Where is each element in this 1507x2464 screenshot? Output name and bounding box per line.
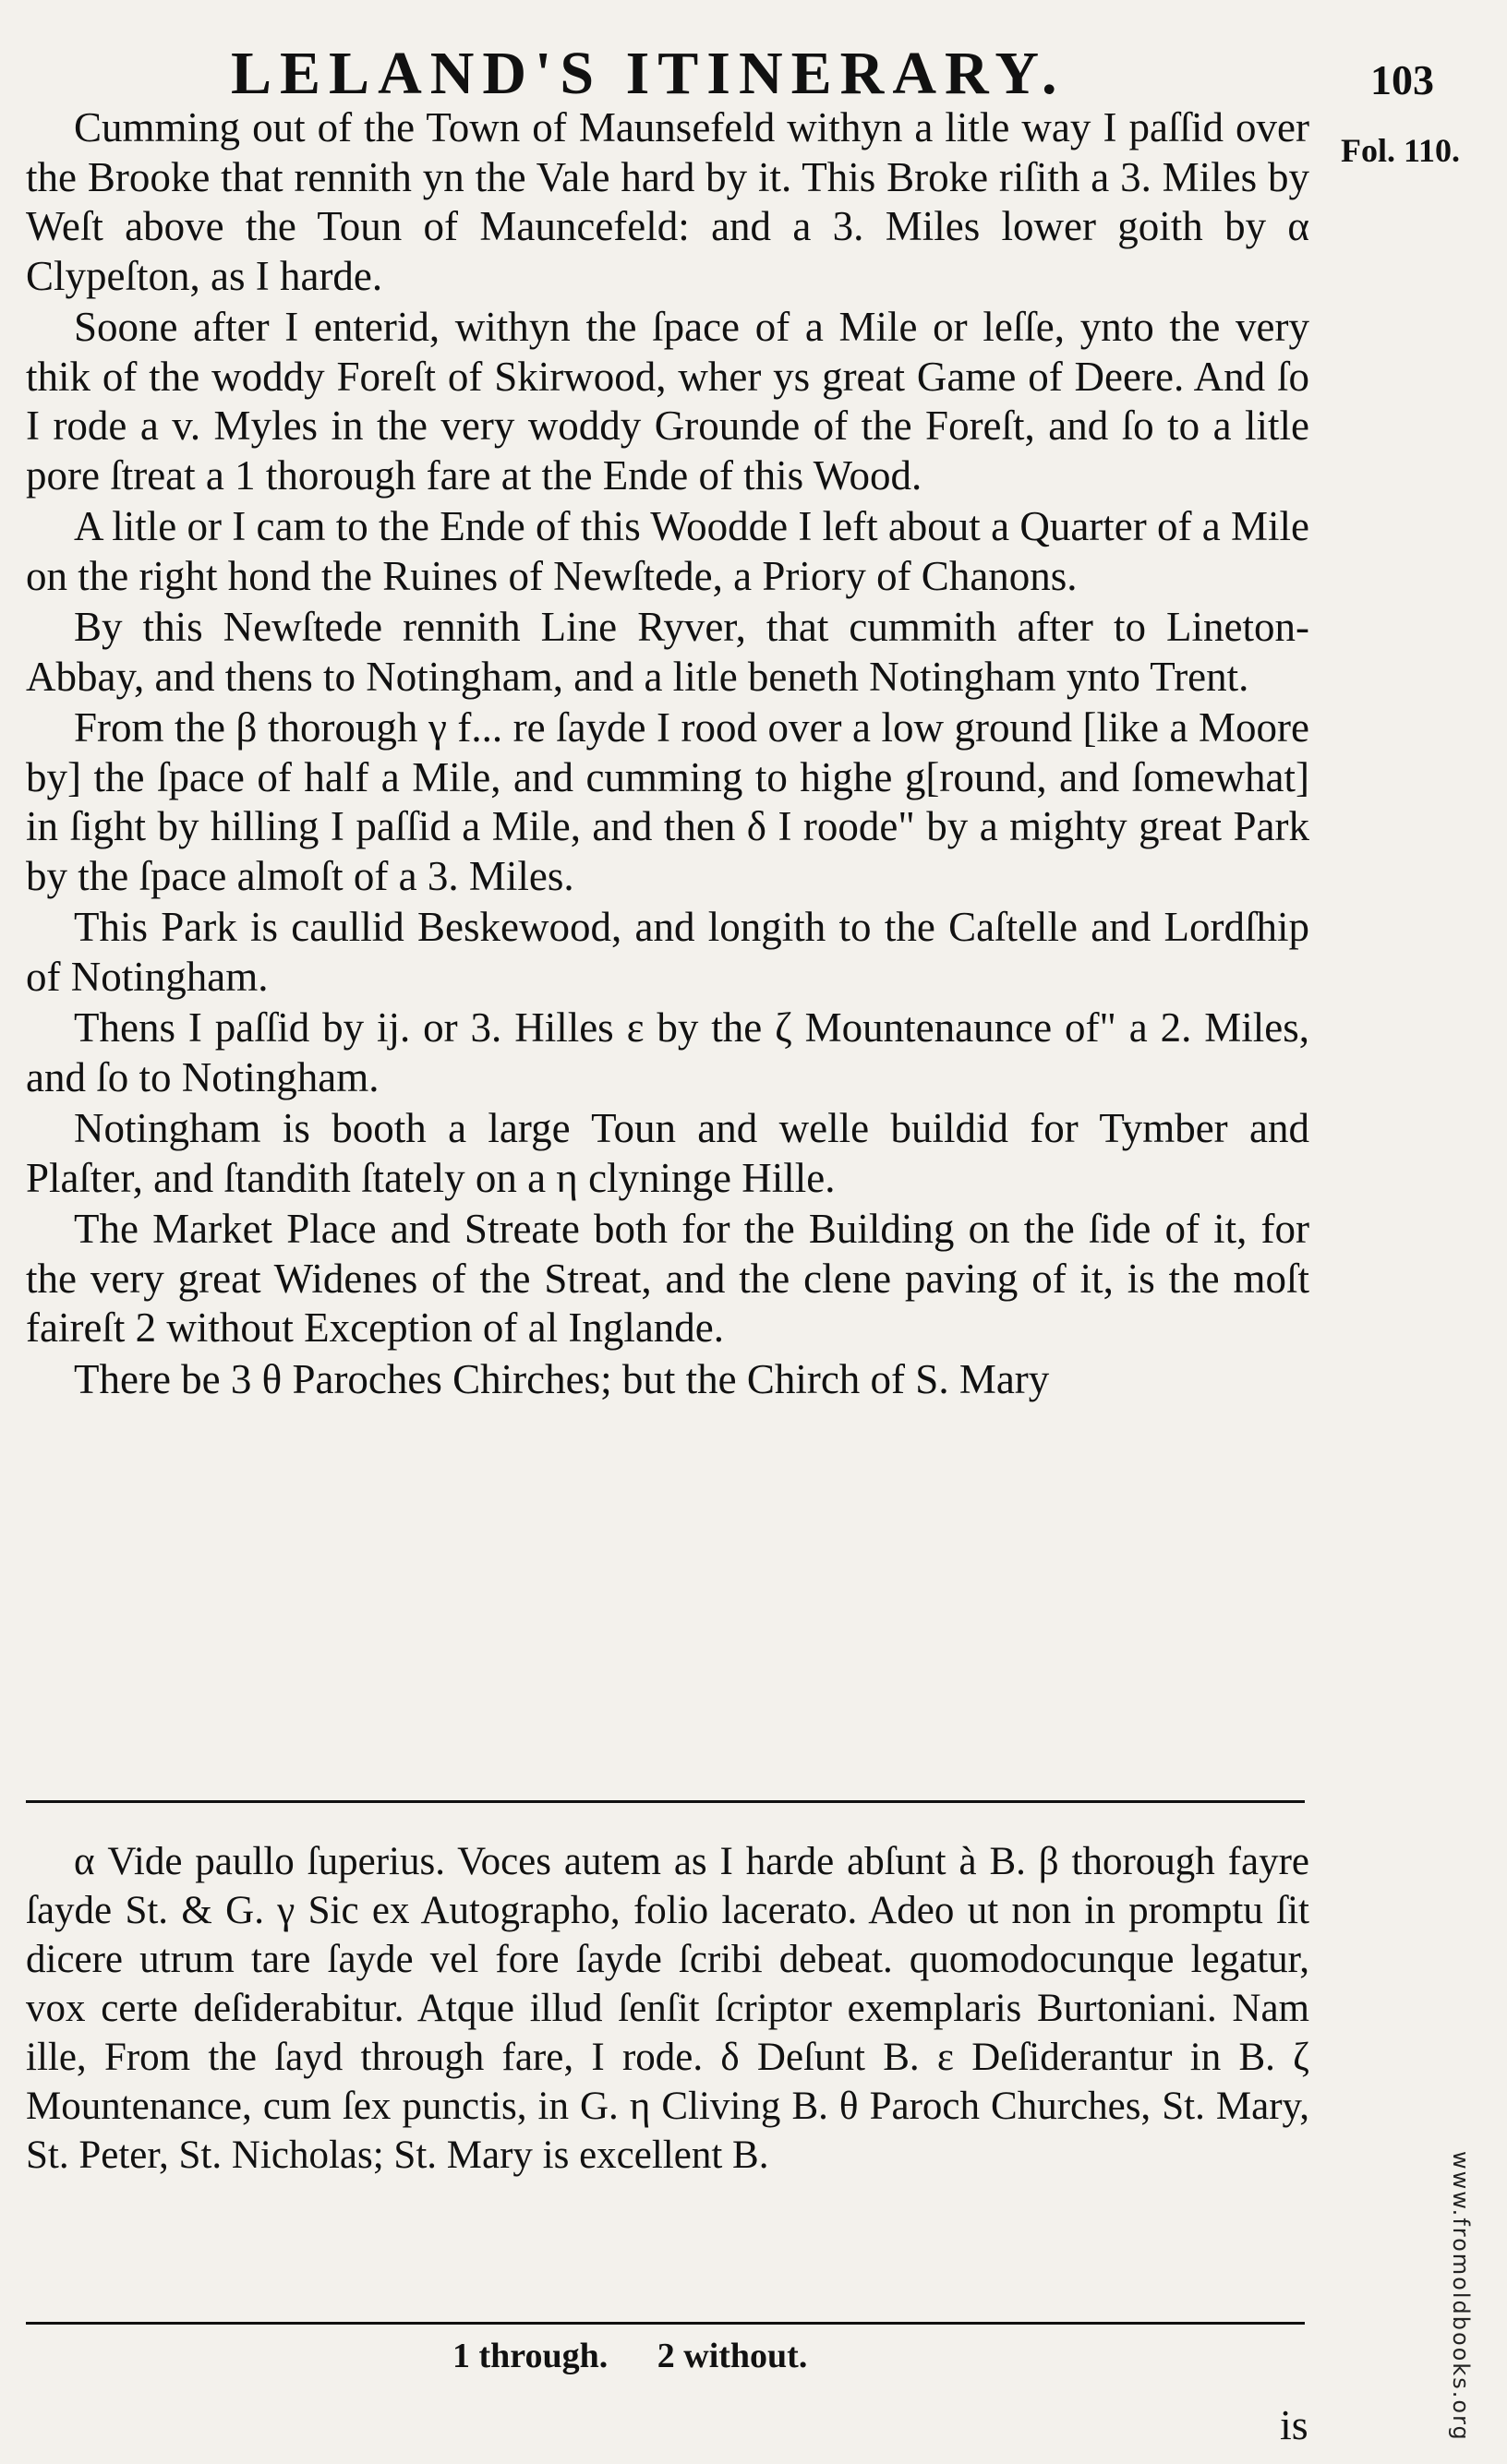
page-number: 103 bbox=[1370, 56, 1434, 103]
footnote-text: α Vide paullo ſuperius. Voces autem as I harde abſunt à B. β thorough fayre ſayde St. & G. γ Sic ex Autographo, folio lacerato. Adeo ut non in promptu ſit dicere utrum tare ſayde vel fore ſayde ſcribi debeat. quomodocunque legatur, vox certe deſiderabitur. Atque illud ſenſit ſcriptor exemplaris Burtoniani. Nam ille, From the ſayd through fare, I rode. δ Deſunt B. ε Deſiderantur in B. ζ Mountenance, cum ſex punctis, in G. η Cliving B. θ Paroch Churches, St. Mary, St. Peter, St. Nicholas; St. Mary is excellent B. bbox=[26, 1840, 1309, 2177]
watermark: www.fromoldbooks.org bbox=[1448, 2151, 1474, 2442]
running-title: LELAND'S ITINERARY. bbox=[231, 40, 1066, 107]
gloss-item: 2 without. bbox=[657, 2337, 808, 2375]
paragraph: A litle or I cam to the Ende of this Woodde I left about a Quarter of a Mile on the right hond the Ruines of Newſtede, a Priory of Chanons. bbox=[26, 503, 1309, 599]
page-header bbox=[0, 35, 1507, 109]
paragraph: Cumming out of the Town of Maunsefeld withyn a litle way I paſſid over the Brooke that rennith yn the Vale hard by it. This Broke riſith a 3. Miles by Weſt above the Toun of Mauncefeld: and a 3. Miles lower goith by α Clypeſton, as I harde. bbox=[26, 104, 1309, 299]
paragraph: Soone after I enterid, withyn the ſpace of a Mile or leſſe, ynto the very thik of the woddy Foreſt of Skirwood, wher ys great Game of Deere. And ſo I rode a v. Myles in the very woddy Grounde of the Foreſt, and ſo to a litle pore ſtreat a 1 thorough fare at the Ende of this Wood. bbox=[26, 304, 1309, 499]
paragraph: Thens I paſſid by ij. or 3. Hilles ε by the ζ Mountenaunce of" a 2. Miles, and ſo to Notingham. bbox=[26, 1004, 1309, 1100]
paragraph: The Market Place and Streate both for the Building on the ſide of it, for the very great Widenes of the Streat, and the clene paving of it, is the moſt faireſt 2 without Exception of al Inglande. bbox=[26, 1206, 1309, 1351]
main-text bbox=[26, 103, 1309, 1406]
paragraph: Notingham is booth a large Toun and welle buildid for Tymber and Plaſter, and ſtandith ſtately on a η clyninge Hille. bbox=[26, 1105, 1309, 1201]
paragraph: There be 3 θ Paroches Chirches; but the Chirch of S. Mary bbox=[74, 1355, 1050, 1402]
gloss-divider bbox=[26, 2322, 1305, 2325]
folio-margin-note: Fol. 110. bbox=[1341, 132, 1461, 169]
paragraph: From the β thorough γ f... re ſayde I rood over a low ground [like a Moore by] the ſpace of half a Mile, and cumming to highe g[round, and ſomewhat] in ſight by hilling I paſſid a Mile, and then δ I roode" by a mighty great Park by the ſpace almoſt of a 3. Miles. bbox=[26, 704, 1309, 899]
footnote-divider bbox=[26, 1800, 1305, 1803]
paragraph: This Park is caullid Beskewood, and longith to the Caſtelle and Lordſhip of Notingham. bbox=[26, 904, 1309, 1000]
paragraph: By this Newſtede rennith Line Ryver, that cummith after to Lineton-Abbay, and thens to Notingham, and a litle beneth Notingham ynto Trent. bbox=[26, 604, 1309, 700]
footnotes bbox=[26, 1837, 1309, 2180]
gloss-item: 1 through. bbox=[452, 2337, 609, 2375]
catchword: is bbox=[1280, 2401, 1308, 2448]
glosses bbox=[452, 2336, 848, 2376]
